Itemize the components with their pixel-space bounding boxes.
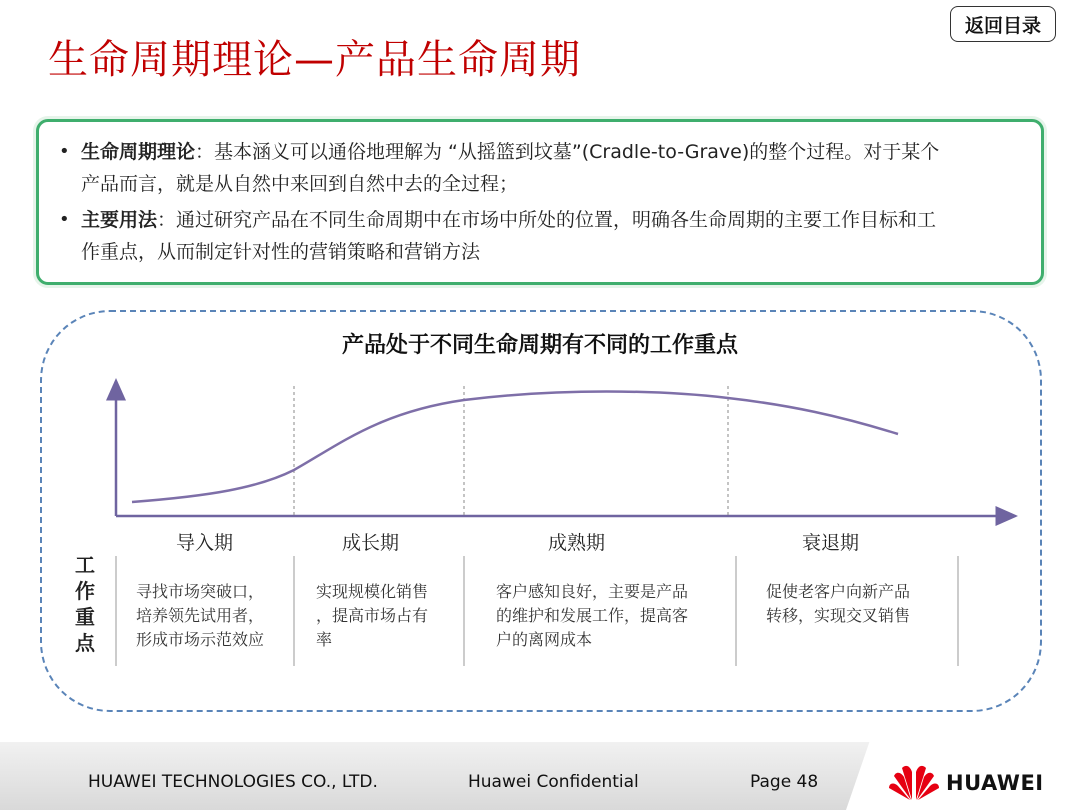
stage-label-introduction: 导入期 <box>176 532 234 554</box>
stage-label-decline: 衰退期 <box>802 532 860 554</box>
bullet-icon: • <box>59 141 70 162</box>
huawei-logo-icon <box>888 762 940 802</box>
lifecycle-curve <box>132 392 898 503</box>
focus-growth: 实现规模化销售 ，提高市场占有 率 <box>316 582 429 649</box>
footer-page-number: Page 48 <box>750 772 819 792</box>
footer-confidential: Huawei Confidential <box>468 772 639 792</box>
focus-decline: 促使老客户向新产品 转移，实现交叉销售 <box>766 582 911 625</box>
summary-text-continued: 产品而言，就是从自然中来回到自然中去的全过程； <box>81 173 519 195</box>
summary-text: ：通过研究产品在不同生命周期中在市场中所处的位置，明确各生命周期的主要工作目标和工 <box>157 209 937 231</box>
footer-company: HUAWEI TECHNOLOGIES CO., LTD. <box>88 772 378 792</box>
bullet-icon: • <box>59 209 70 230</box>
summary-text: ：基本涵义可以通俗地理解为 “从摇篮到坟墓”(Cradle-to-Grave)的整个过程。对于某个 <box>195 141 940 163</box>
page-title: 生命周期理论—产品生命周期 <box>48 37 581 83</box>
work-focus-label: 工 作 重 点 <box>75 553 95 655</box>
summary-label: 主要用法 <box>81 209 158 231</box>
summary-text-continued: 作重点，从而制定针对性的营销策略和营销方法 <box>81 241 481 263</box>
focus-introduction: 寻找市场突破口， 培养领先试用者， 形成市场示范效应 <box>136 582 265 649</box>
back-to-contents-button[interactable]: 返回目录 <box>950 6 1056 42</box>
summary-label: 生命周期理论 <box>81 141 196 163</box>
lifecycle-title: 产品处于不同生命周期有不同的工作重点 <box>341 333 738 358</box>
focus-maturity: 客户感知良好，主要是产品 的维护和发展工作，提高客 户的离网成本 <box>496 582 689 649</box>
stage-label-growth: 成长期 <box>342 532 400 554</box>
stage-label-maturity: 成熟期 <box>548 532 606 554</box>
huawei-logo-text: HUAWEI <box>946 771 1044 795</box>
